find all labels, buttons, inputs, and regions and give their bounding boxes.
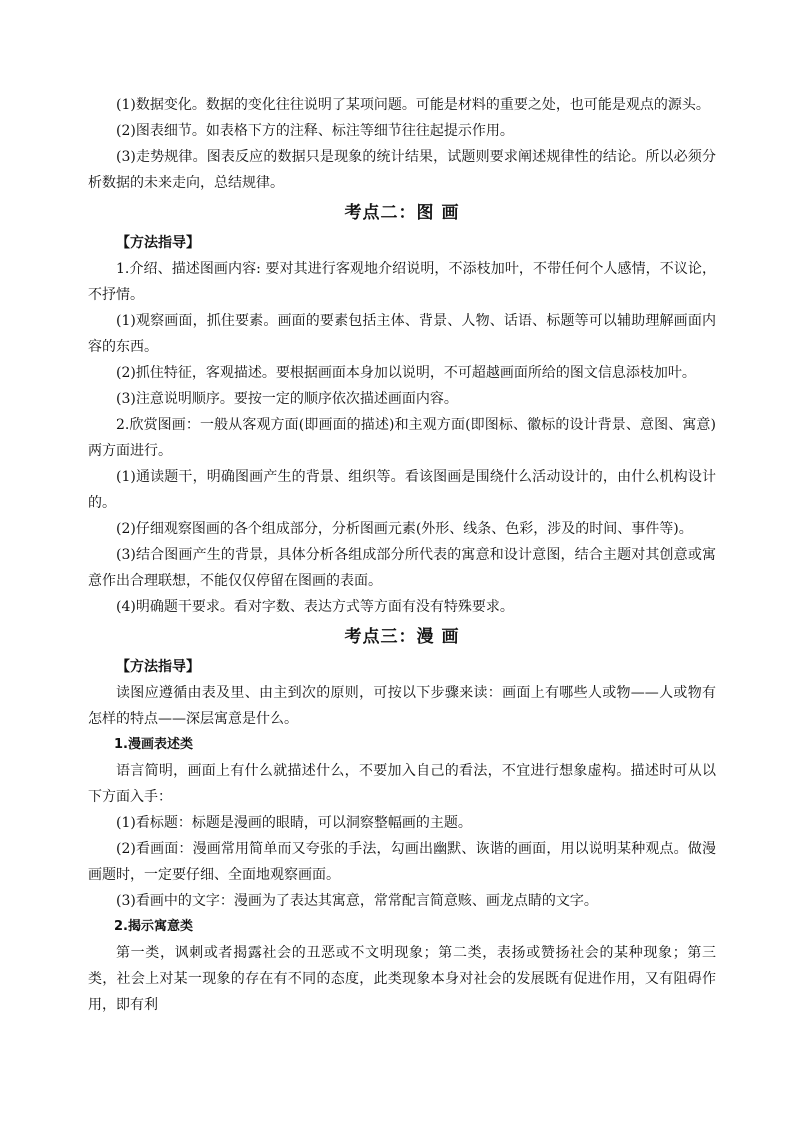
method-guide-heading: 【方法指导】 [116, 659, 200, 675]
chart-tip-details: (2)图表细节。如表格下方的注释、标注等细节往往起提示作用。 [116, 123, 514, 139]
pictures-para-9: (4)明确题干要求。看对字数、表达方式等方面有没有特殊要求。 [116, 599, 514, 615]
pictures-para-3: (2)抓住特征，客观描述。要根据画面本身加以说明，不可超越画面所给的图文信息添枝加叶。 [116, 365, 696, 381]
chart-tip-data-change: (1)数据变化。数据的变化往往说明了某项问题。可能是材料的重要之处，也可能是观点的源头。 [116, 97, 710, 113]
pictures-para-8: (3)结合图画产生的背景，具体分析各组成部分所代表的寓意和设计意图，结合主题对其创意或寓意作出合理联想，不能仅仅停留在图画的表面。 [88, 547, 716, 589]
section-title-comics: 考点三：漫 画 [344, 627, 460, 647]
pictures-para-7: (2)仔细观察图画的各个组成部分，分析图画元素(外形、线条、色彩，涉及的时间、事件等)。 [116, 521, 693, 537]
pictures-para-6: (1)通读题干，明确图画产生的背景、组织等。看该图画是围绕什么活动设计的，由什么机构设计的。 [88, 469, 716, 511]
comics-intro: 读图应遵循由表及里、由主到次的原则，可按以下步骤来读：画面上有哪些人或物——人或物有怎样的特点——深层寓意是什么。 [88, 685, 716, 727]
comic-description-item-3: (3)看画中的文字：漫画为了表达其寓意，常常配言简意赅、画龙点睛的文字。 [116, 893, 598, 909]
comic-description-intro: 语言简明，画面上有什么就描述什么，不要加入自己的看法，不宜进行想象虚构。描述时可从以下方面入手： [88, 763, 716, 805]
comic-description-item-1: (1)看标题：标题是漫画的眼睛，可以洞察整幅画的主题。 [116, 815, 472, 831]
document-page [88, 92, 716, 1018]
pictures-para-1: 1.介绍、描述图画内容: 要对其进行客观地介绍说明，不添枝加叶，不带任何个人感情，不议论，不抒情。 [88, 261, 716, 303]
comic-description-item-2: (2)看画面：漫画常用简单而又夸张的手法，勾画出幽默、诙谐的画面，用以说明某种观点。做漫画题时，一定要仔细、全面地观察画面。 [88, 841, 716, 883]
chart-tip-trend: (3)走势规律。图表反应的数据只是现象的统计结果，试题则要求阐述规律性的结论。所以必须分析数据的未来走向，总结规律。 [88, 149, 716, 191]
method-guide-heading: 【方法指导】 [116, 235, 200, 251]
pictures-para-2: (1)观察画面，抓住要素。画面的要素包括主体、背景、人物、话语、标题等可以辅助理解画面内容的东西。 [88, 313, 716, 355]
pictures-para-4: (3)注意说明顺序。要按一定的顺序依次描述画面内容。 [116, 391, 458, 407]
pictures-para-5: 2.欣赏图画：一般从客观方面(即画面的描述)和主观方面(即图标、徽标的设计背景、意图、寓意)两方面进行。 [88, 417, 716, 459]
subheading-reveal-meaning: 2.揭示寓意类 [114, 919, 193, 934]
section-title-pictures: 考点二：图 画 [344, 203, 460, 223]
subheading-comic-description: 1.漫画表述类 [114, 737, 193, 752]
reveal-meaning-text: 第一类，讽刺或者揭露社会的丑恶或不文明现象；第二类，表扬或赞扬社会的某种现象；第三类，社会上对某一现象的存在有不同的态度，此类现象本身对社会的发展既有促进作用，又有阻碍作用，即有利 [88, 945, 716, 1013]
